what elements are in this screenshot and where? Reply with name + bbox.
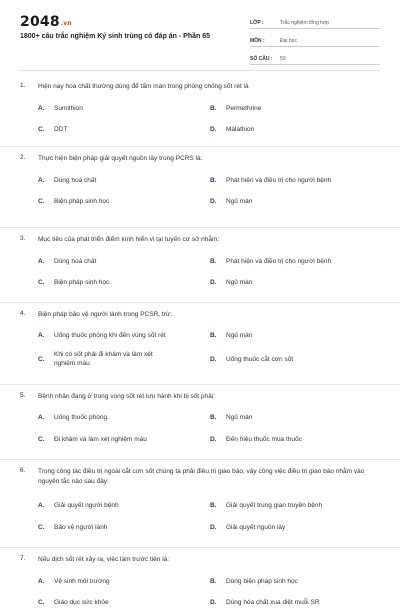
question-text: Bệnh nhân đang ở trong vùng sốt rét lưu hành khi bị sốt phải:	[38, 393, 216, 400]
option-text: Uống thuốc phòng khi đến vùng sốt rét	[54, 332, 166, 339]
option-b[interactable]	[210, 104, 376, 113]
option-letter: B.	[210, 578, 217, 585]
meta-row-class	[250, 14, 380, 29]
option-text: Vệ sinh môi trường	[54, 578, 110, 585]
option-text: Phát hiện và điều trị cho người bệnh	[226, 258, 332, 265]
option-text: Dùng biện pháp sinh học	[226, 578, 298, 585]
option-text: Dùng hoá chất	[54, 258, 97, 265]
option-letter: A.	[38, 332, 45, 339]
option-letter: D.	[210, 524, 217, 531]
meta-value: 50	[280, 56, 286, 62]
option-a[interactable]	[38, 501, 204, 510]
question-number: 2.	[20, 154, 26, 161]
option-letter: A.	[38, 177, 45, 184]
option-b[interactable]	[210, 577, 376, 586]
option-d[interactable]	[210, 197, 376, 206]
option-letter: D.	[210, 198, 217, 205]
option-text: Giải quyết nguồn lây	[226, 524, 286, 531]
option-d[interactable]	[210, 278, 376, 287]
question-number: 1.	[20, 82, 26, 89]
option-letter: A.	[38, 502, 45, 509]
page-title: 1800+ câu trắc nghiệm Ký sinh trùng có đáp án - Phần 65	[20, 33, 211, 40]
option-a[interactable]	[38, 257, 204, 266]
question-text: Nếu dịch sốt rét xảy ra, việc làm trước tiên là:	[38, 556, 170, 563]
option-letter: D.	[210, 436, 217, 443]
option-letter: B.	[210, 502, 217, 509]
option-text: Uống thuốc cắt cơn sốt	[226, 356, 294, 363]
option-text: Ngủ màn	[226, 414, 253, 421]
option-letter: B.	[210, 105, 217, 112]
option-text: Bảo vệ người lành	[54, 524, 108, 531]
option-b[interactable]	[210, 176, 376, 185]
option-text: Biện pháp sinh học	[54, 198, 110, 205]
question-text: Mục tiêu của phát triển điểm kính hiển vi tại tuyến cơ sở nhằm:	[38, 236, 220, 243]
option-c[interactable]	[38, 197, 204, 206]
meta-label: MÔN :	[250, 38, 265, 44]
logo-main: 2048	[20, 14, 60, 30]
option-c[interactable]	[38, 350, 174, 368]
question-text: Trong công tác điều trị ngoài cắt cơn sốt chúng ta phải điều trị giao bào, vậy công việc điều trị giao bào nhằm vào nguyên tắc nào sau đây:	[38, 468, 365, 485]
option-letter: C.	[38, 355, 45, 363]
question-item	[0, 310, 400, 385]
question-number: 4.	[20, 310, 26, 317]
option-letter: B.	[210, 177, 217, 184]
option-letter: C.	[38, 198, 45, 205]
question-item	[0, 392, 400, 460]
meta-label: LỚP :	[250, 20, 264, 26]
option-text: Giải quyết trung gian truyền bệnh	[226, 502, 323, 509]
option-d[interactable]	[210, 523, 376, 532]
option-b[interactable]	[210, 413, 376, 422]
option-text: Malathion	[226, 126, 255, 133]
option-text: Permethrine	[226, 105, 262, 112]
question-number: 3.	[20, 235, 26, 242]
option-d[interactable]	[210, 598, 376, 607]
option-c[interactable]	[38, 598, 204, 607]
option-letter: A.	[38, 258, 45, 265]
option-letter: D.	[210, 356, 217, 363]
option-a[interactable]	[38, 413, 204, 422]
option-letter: D.	[210, 279, 217, 286]
option-text: Phát hiện và điều trị cho người bệnh	[226, 177, 332, 184]
meta-info	[250, 14, 380, 68]
option-letter: B.	[210, 258, 217, 265]
option-a[interactable]	[38, 577, 204, 586]
logo-tld: .vn	[60, 20, 72, 27]
meta-row-subject	[250, 32, 380, 47]
option-text: Khi có sốt phải đi khám và làm xét nghiệm máu	[54, 351, 153, 367]
option-text: Ngủ màn	[226, 198, 253, 205]
option-letter: A.	[38, 105, 45, 112]
question-item	[0, 467, 400, 548]
option-b[interactable]	[210, 331, 376, 340]
question-text: Biện pháp bảo vệ người lành trong PCSR, trừ:	[38, 311, 173, 318]
option-letter: C.	[38, 279, 45, 286]
option-text: Dùng hoá chất	[54, 177, 97, 184]
question-number: 7.	[20, 555, 26, 562]
question-item	[0, 80, 400, 147]
option-c[interactable]	[38, 435, 204, 444]
option-a[interactable]	[38, 104, 204, 113]
question-list	[0, 80, 400, 615]
question-item	[0, 555, 400, 615]
meta-value: Trắc nghiệm tổng hợp	[280, 20, 329, 26]
option-letter: A.	[38, 414, 45, 421]
option-text: Đến hiệu thuốc mua thuốc	[226, 436, 302, 443]
option-text: Giáo dục sức khỏe	[54, 599, 109, 606]
option-letter: D.	[210, 126, 217, 133]
meta-value: Đại học	[280, 38, 297, 44]
question-text: Hiện nay hoá chất thường dùng để tẩm màn trong phòng chống sốt rét là	[38, 83, 249, 90]
option-text: Ngủ màn	[226, 332, 253, 339]
document-header	[0, 0, 400, 72]
option-letter: C.	[38, 436, 45, 443]
header-divider	[20, 70, 380, 71]
option-text: Ngủ màn	[226, 279, 253, 286]
option-a[interactable]	[38, 331, 204, 340]
option-letter: D.	[210, 599, 217, 606]
option-c[interactable]	[38, 125, 204, 134]
option-d[interactable]	[210, 355, 376, 364]
question-number: 5.	[20, 392, 26, 399]
site-logo[interactable]	[20, 14, 72, 30]
option-b[interactable]	[210, 257, 376, 266]
meta-row-count	[250, 50, 380, 65]
option-letter: C.	[38, 599, 45, 606]
option-letter: A.	[38, 578, 45, 585]
option-d[interactable]	[210, 435, 376, 444]
option-b[interactable]	[210, 501, 376, 510]
option-text: Biện pháp sinh học	[54, 279, 110, 286]
option-text: Giải quyết người bệnh	[54, 502, 119, 509]
option-letter: C.	[38, 126, 45, 133]
option-a[interactable]	[38, 176, 204, 185]
question-text: Thực hiện biện pháp giải quyết nguồn lây trong PCRS là:	[38, 155, 203, 162]
option-text: Đi khám và làm xét nghiệm máu	[54, 436, 147, 443]
option-d[interactable]	[210, 125, 376, 134]
option-letter: B.	[210, 414, 217, 421]
option-text: DDT	[54, 126, 68, 133]
meta-label: SỐ CÂU :	[250, 56, 273, 62]
question-item	[0, 154, 400, 228]
option-c[interactable]	[38, 278, 204, 287]
option-letter: B.	[210, 332, 217, 339]
option-c[interactable]	[38, 523, 204, 532]
option-text: Uống thuốc phòng.	[54, 414, 109, 421]
option-text: Dùng hóa chất xua diệt muỗi SR	[226, 599, 320, 606]
option-letter: C.	[38, 524, 45, 531]
question-item	[0, 235, 400, 303]
question-number: 6.	[20, 467, 26, 474]
option-text: Sumithion	[54, 105, 83, 112]
